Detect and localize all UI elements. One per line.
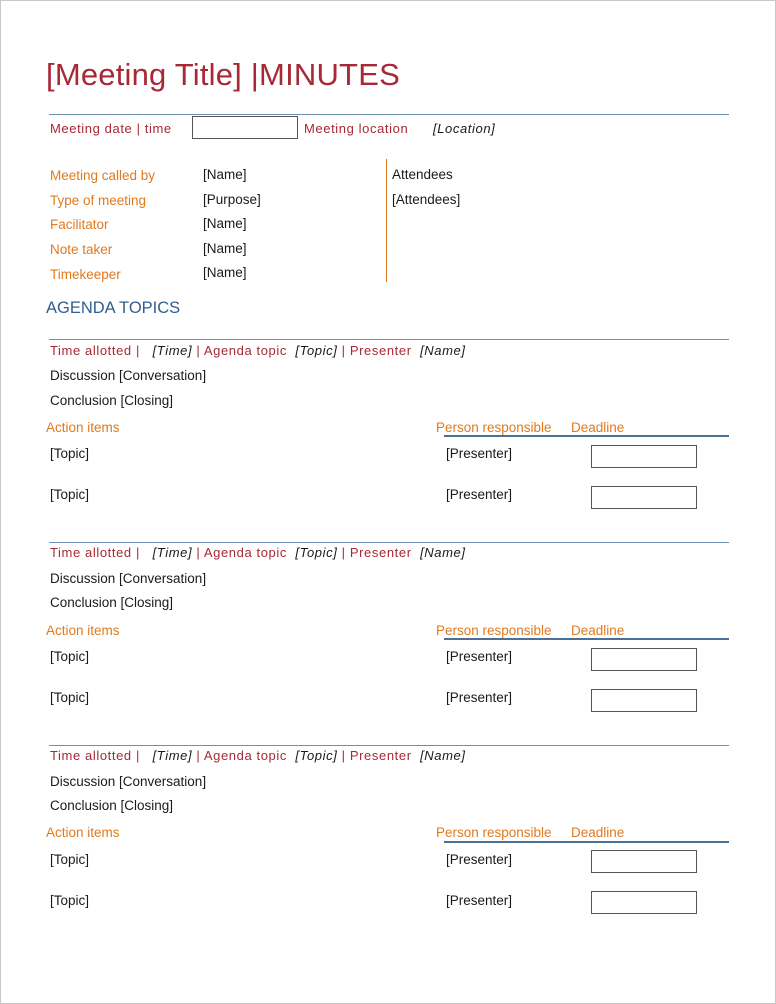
action-item-person: [Presenter] [446,649,513,664]
topic-value: [Topic] [295,343,338,358]
agenda-topic-label: | Agenda topic [196,343,287,358]
detail-value: [Name] [203,241,247,256]
deadline-label: Deadline [571,623,625,638]
time-allotted-label: Time allotted | [50,748,140,763]
detail-label: Note taker [50,242,113,257]
meeting-date-field[interactable] [192,116,298,139]
time-value: [Time] [152,748,193,763]
presenter-label: | Presenter [341,545,412,560]
deadline-field[interactable] [591,445,697,468]
action-item-topic: [Topic] [50,649,90,664]
conclusion-text: Conclusion [Closing] [50,393,174,408]
person-responsible-label: Person responsible [436,825,552,840]
action-items-divider [444,435,729,437]
detail-label: Timekeeper [50,267,121,282]
action-items-divider [444,841,729,843]
deadline-label: Deadline [571,420,625,435]
action-item-person: [Presenter] [446,852,513,867]
location-value: [Location] [433,121,496,136]
deadline-field[interactable] [591,689,697,712]
conclusion-text: Conclusion [Closing] [50,595,174,610]
action-item-topic: [Topic] [50,446,90,461]
time-value: [Time] [152,343,193,358]
person-responsible-label: Person responsible [436,623,552,638]
detail-value: [Name] [203,216,247,231]
action-item-person: [Presenter] [446,893,513,908]
topic-value: [Topic] [295,748,338,763]
time-value: [Time] [152,545,193,560]
action-item-topic: [Topic] [50,893,90,908]
attendees-label: Attendees [392,167,453,182]
agenda-header [50,545,466,560]
agenda-topic-label: | Agenda topic [196,748,287,763]
agenda-header [50,748,466,763]
presenter-label: | Presenter [341,343,412,358]
agenda-divider [49,745,729,746]
agenda-divider [49,339,729,340]
agenda-heading: AGENDA TOPICS [46,299,181,317]
time-allotted-label: Time allotted | [50,343,140,358]
deadline-field[interactable] [591,486,697,509]
attendees-value: [Attendees] [392,192,461,207]
agenda-topic-label: | Agenda topic [196,545,287,560]
detail-value: [Name] [203,265,247,280]
person-responsible-label: Person responsible [436,420,552,435]
discussion-text: Discussion [Conversation] [50,571,207,586]
agenda-divider [49,542,729,543]
header-divider [49,114,729,115]
deadline-label: Deadline [571,825,625,840]
deadline-field[interactable] [591,850,697,873]
meeting-location-label: Meeting location [304,121,409,136]
time-allotted-label: Time allotted | [50,545,140,560]
detail-label: Type of meeting [50,193,147,208]
detail-label: Meeting called by [50,168,156,183]
detail-value: [Purpose] [203,192,261,207]
action-items-label: Action items [46,825,120,840]
action-items-divider [444,638,729,640]
details-divider [386,159,387,282]
action-item-topic: [Topic] [50,690,90,705]
meeting-date-label: Meeting date | time [50,121,172,136]
presenter-value: [Name] [420,545,466,560]
detail-value: [Name] [203,167,247,182]
action-item-person: [Presenter] [446,690,513,705]
action-item-person: [Presenter] [446,487,513,502]
detail-label: Facilitator [50,217,109,232]
action-item-topic: [Topic] [50,852,90,867]
action-item-person: [Presenter] [446,446,513,461]
discussion-text: Discussion [Conversation] [50,774,207,789]
presenter-value: [Name] [420,343,466,358]
action-items-label: Action items [46,420,120,435]
presenter-label: | Presenter [341,748,412,763]
agenda-header [50,343,466,358]
page-title: [Meeting Title] |MINUTES [46,57,400,92]
topic-value: [Topic] [295,545,338,560]
discussion-text: Discussion [Conversation] [50,368,207,383]
action-items-label: Action items [46,623,120,638]
deadline-field[interactable] [591,648,697,671]
presenter-value: [Name] [420,748,466,763]
deadline-field[interactable] [591,891,697,914]
action-item-topic: [Topic] [50,487,90,502]
conclusion-text: Conclusion [Closing] [50,798,174,813]
